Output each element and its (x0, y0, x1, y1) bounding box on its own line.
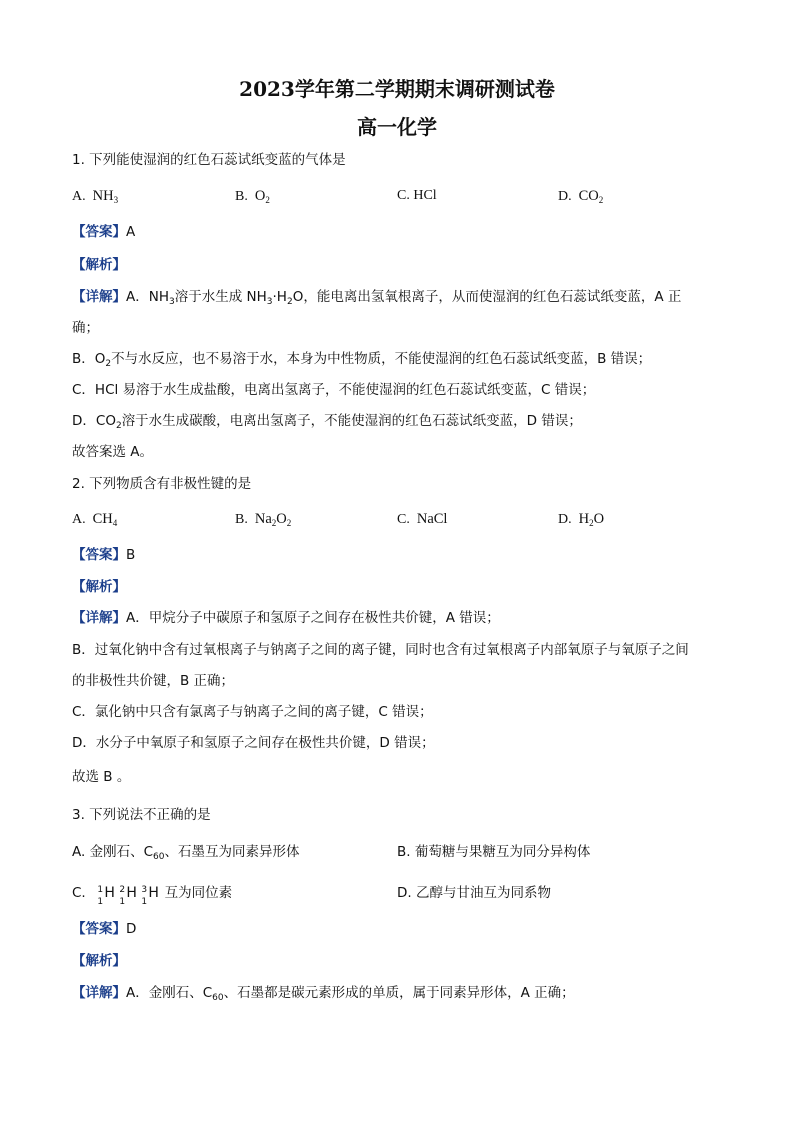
q1-option-b-formula: O (254, 188, 266, 204)
q1-detail-b-text2: 不与水反应，也不易溶于水，本身为中性物质，不能使湿润的红色石蕊试纸变蓝，B 错误； (111, 351, 652, 367)
q3-isotope-1 (94, 884, 116, 907)
q2-detail-b-line2: 的非极性共价键，B 正确； (72, 673, 235, 689)
q3-isotope-3 (138, 884, 160, 907)
analysis-label: 【解析】 (72, 579, 126, 595)
q1-detail-a-sub2: 3 (266, 297, 273, 307)
q1-detail-a-text4: O，能电离出氢氧根离子，从而使湿润的红色石蕊试纸变蓝，A 正 (292, 289, 682, 305)
q2-option-d-formula1: H (578, 511, 590, 527)
q3-isotope-2-mass: 2 (119, 885, 126, 895)
q3-option-a-text1: A. 金刚石、C (72, 844, 154, 860)
q2-option-c (397, 510, 447, 529)
q3-option-a (72, 843, 299, 861)
q3-option-c (72, 884, 233, 907)
answer-label: 【答案】 (72, 921, 126, 937)
q2-option-a-formula: CH (92, 511, 113, 527)
q2-detail-c: C．氯化钠中只含有氯离子与钠离子之间的离子键，C 错误； (72, 704, 433, 720)
q1-answer (72, 223, 135, 241)
q1-option-a (72, 187, 118, 206)
q1-detail-d-text2: 溶于水生成碳酸，电离出氢离子，不能使湿润的红色石蕊试纸变蓝，D 错误； (121, 413, 582, 429)
q2-option-b-sub1: 2 (271, 518, 277, 528)
q3-isotope-3-number: 1 (141, 897, 148, 907)
q3-isotope-1-mass: 1 (97, 885, 104, 895)
answer-label: 【答案】 (72, 224, 126, 240)
q2-option-d-formula2: O (593, 511, 605, 527)
q1-detail-a (72, 288, 681, 306)
q3-option-b: B. 葡萄糖与果糖互为同分异构体 (397, 844, 591, 860)
q1-answer-value: A (126, 224, 136, 240)
q2-option-a (72, 510, 117, 529)
q2-answer (72, 546, 135, 564)
q1-detail-a-sub3: 2 (286, 297, 293, 307)
q1-detail-a-text1: A．NH (126, 289, 169, 305)
q1-detail-c: C．HCl 易溶于水生成盐酸，电离出氢离子，不能使湿润的红色石蕊试纸变蓝，C 错误； (72, 382, 596, 398)
q3-isotope-1-number: 1 (97, 897, 104, 907)
q1-option-d-formula: CO (578, 188, 599, 204)
q2-answer-value: B (126, 547, 136, 563)
q2-stem: 2. 下列物质含有非极性键的是 (72, 476, 252, 492)
q3-detail-a-sub: 60 (212, 993, 224, 1003)
q3-isotope-3-mass: 3 (141, 885, 148, 895)
q1-option-b (235, 187, 270, 206)
q3-answer-value: D (126, 921, 137, 937)
q2-option-d-sub1: 2 (589, 518, 594, 528)
q1-option-d-letter: D. (558, 189, 572, 204)
q1-detail-a-sub1: 3 (169, 297, 175, 307)
q3-option-d: D. 乙醇与甘油互为同系物 (397, 885, 551, 901)
q1-detail-b (72, 350, 651, 368)
detail-label: 【详解】 (72, 985, 126, 1001)
q1-detail-b-text1: B．O (72, 351, 106, 367)
q1-detail-d (72, 412, 582, 430)
q3-option-c-tail: 互为同位素 (164, 885, 233, 901)
analysis-label: 【解析】 (72, 257, 126, 273)
q2-option-b (235, 510, 291, 529)
q2-analysis-label (72, 578, 126, 596)
exam-subject: 高一化学 (357, 115, 437, 139)
q2-option-d (558, 510, 604, 529)
q3-option-c-letter: C. (72, 885, 86, 901)
q1-detail-a-cont: 确； (72, 320, 99, 336)
q1-detail-b-sub: 2 (105, 359, 112, 369)
q1-analysis-label (72, 256, 126, 274)
q2-option-b-sub2: 2 (286, 518, 292, 528)
q2-detail-a-text: A．甲烷分子中碳原子和氢原子之间存在极性共价键，A 错误； (126, 610, 500, 626)
q2-conclusion: 故选 B 。 (72, 769, 131, 785)
q2-option-a-sub: 4 (112, 518, 118, 528)
detail-label: 【详解】 (72, 610, 126, 626)
q1-option-a-formula: NH (92, 188, 114, 204)
q2-detail-d: D．水分子中氧原子和氢原子之间存在极性共价键，D 错误； (72, 735, 435, 751)
q1-option-b-letter: B. (235, 189, 248, 204)
q2-option-b-letter: B. (235, 512, 248, 527)
analysis-label: 【解析】 (72, 953, 126, 969)
exam-title: 2023学年第二学期期末调研测试卷 (239, 77, 555, 101)
answer-label: 【答案】 (72, 547, 126, 563)
q3-detail-a-text2: 、石墨都是碳元素形成的单质，属于同素异形体，A 正确； (223, 985, 575, 1001)
q1-option-c: C. HCl (397, 188, 437, 203)
q3-isotope-2-number: 1 (119, 897, 126, 907)
q3-answer (72, 920, 136, 938)
q3-detail-a-text1: A．金刚石、C (126, 985, 213, 1001)
q1-option-a-sub: 3 (113, 195, 119, 205)
q1-conclusion: 故答案选 A。 (72, 444, 154, 460)
q1-option-d (558, 187, 603, 206)
q2-detail-b-line1: B．过氧化钠中含有过氧根离子与钠离子之间的离子键，同时也含有过氧根离子内部氧原子与氧原子之间 (72, 642, 689, 658)
q2-detail-a (72, 609, 500, 627)
q3-isotope-1-symbol: H (104, 885, 115, 901)
q2-option-c-formula: NaCl (416, 511, 448, 527)
q3-isotope-2-symbol: H (126, 885, 137, 901)
q1-detail-d-sub: 2 (115, 421, 122, 431)
q2-option-b-formula2: O (276, 511, 287, 527)
q3-isotope-2 (116, 884, 138, 907)
q1-option-a-letter: A. (72, 189, 86, 204)
q2-option-c-letter: C. (397, 512, 410, 527)
q2-option-b-formula1: Na (254, 511, 272, 527)
q1-detail-a-text2: 溶于水生成 NH (174, 289, 267, 305)
q2-option-d-letter: D. (558, 512, 572, 527)
q1-option-d-sub: 2 (598, 195, 604, 205)
q3-isotope-3-symbol: H (148, 885, 159, 901)
q1-option-b-sub: 2 (265, 195, 270, 205)
q2-option-a-letter: A. (72, 512, 86, 527)
q1-detail-a-text3: ·H (272, 289, 287, 305)
q1-detail-d-text1: D．CO (72, 413, 116, 429)
detail-label: 【详解】 (72, 289, 126, 305)
q3-detail-a (72, 984, 575, 1002)
q3-stem: 3. 下列说法不正确的是 (72, 807, 211, 823)
q3-option-a-text2: 、石墨互为同素异形体 (164, 844, 300, 860)
q1-stem: 1. 下列能使湿润的红色石蕊试纸变蓝的气体是 (72, 152, 346, 168)
q3-option-a-sub: 60 (153, 852, 165, 862)
q3-analysis-label (72, 952, 126, 970)
